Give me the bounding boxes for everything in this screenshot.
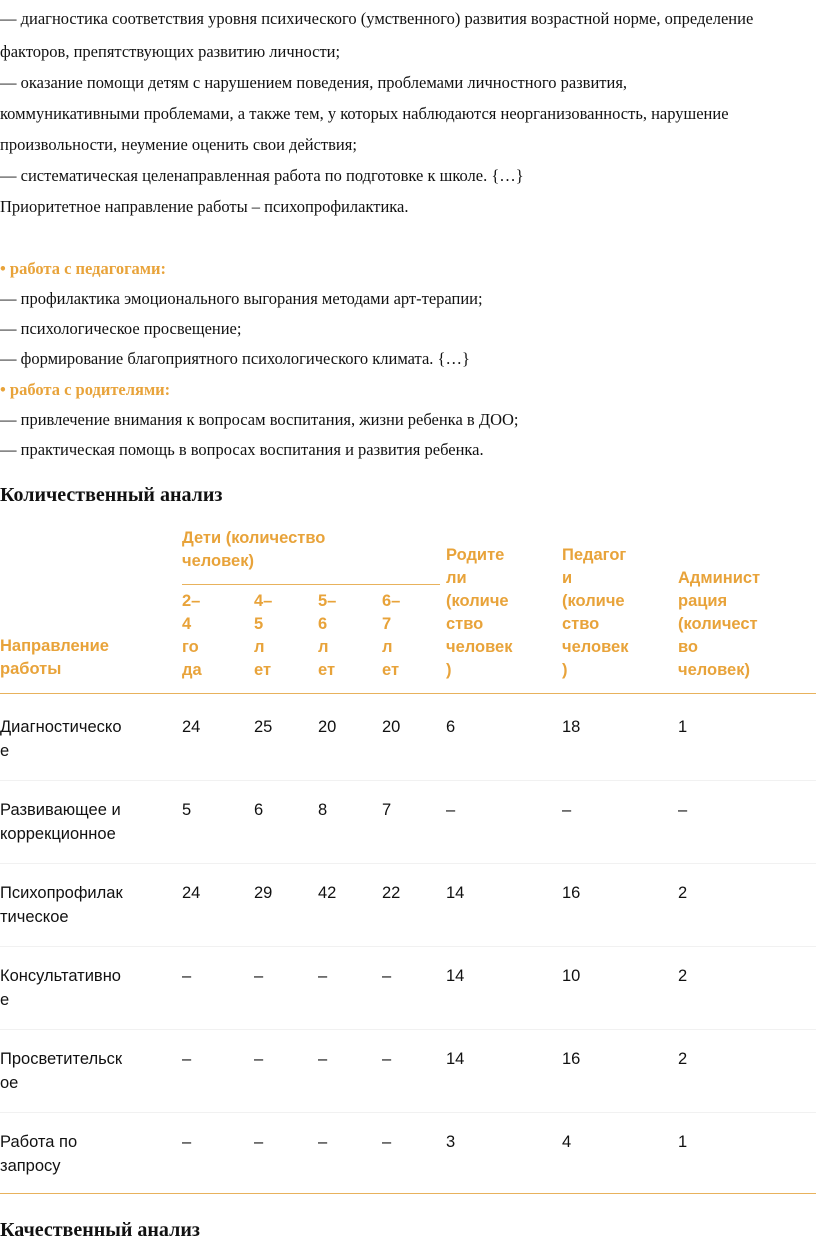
section-heading-quantitative: Количественный анализ	[0, 484, 223, 506]
header-children-line-1: Дети (количество	[182, 529, 326, 547]
header-age-line: ет	[382, 661, 400, 679]
table-cell: –	[382, 1050, 392, 1068]
table-cell: 14	[446, 1050, 465, 1068]
table-row-name-line: ое	[0, 1074, 19, 1092]
table-cell: 2	[678, 967, 688, 985]
table-cell: –	[254, 1050, 264, 1068]
table-row-name-line: тическое	[0, 908, 69, 926]
table-cell: 2	[678, 884, 688, 902]
header-children-line-2: человек)	[182, 552, 254, 570]
header-parents-line: человек	[446, 638, 513, 656]
header-teachers	[562, 544, 628, 682]
header-teachers-line: ство	[562, 615, 600, 633]
header-age-line: л	[382, 638, 393, 656]
header-age-line: 5–	[318, 592, 337, 610]
section-heading-qualitative: Качественный анализ	[0, 1219, 200, 1241]
table-row-divider	[0, 1112, 816, 1113]
paragraph-line-3: — оказание помощи детям с нарушением поведения, проблемами личностного развития,	[0, 73, 628, 92]
header-age-2-4	[182, 590, 202, 682]
table-cell: 20	[318, 718, 337, 736]
table-cell: 7	[382, 801, 392, 819]
header-direction-line-1: Направление	[0, 637, 109, 655]
table-cell: 5	[182, 801, 192, 819]
header-direction-line-2: работы	[0, 660, 62, 678]
table-cell: 10	[562, 967, 581, 985]
table-cell: –	[318, 967, 328, 985]
table-cell: 16	[562, 884, 581, 902]
header-age-line: 4	[182, 615, 192, 633]
table-row-divider	[0, 780, 816, 781]
table-cell: –	[254, 1133, 264, 1151]
header-age-line: л	[318, 638, 329, 656]
table-header-divider	[0, 693, 816, 694]
paragraph-line-2: факторов, препятствующих развитию личности;	[0, 42, 341, 61]
header-admin-line: во	[678, 638, 699, 656]
table-cell: 29	[254, 884, 273, 902]
header-age-line: 6	[318, 615, 328, 633]
table-cell: 4	[562, 1133, 572, 1151]
parents-heading: • работа с родителями:	[0, 380, 171, 399]
header-teachers-line: Педагог	[562, 546, 627, 564]
table-row-name-line: Диагностическо	[0, 718, 122, 736]
header-parents	[446, 544, 512, 682]
table-cell: 22	[382, 884, 401, 902]
table-cell: –	[382, 1133, 392, 1151]
teachers-item-1: — профилактика эмоционального выгорания методами арт-терапии;	[0, 289, 483, 308]
paragraph-line-5: произвольности, неумение оценить свои действия;	[0, 135, 357, 154]
header-parents-line: Родите	[446, 546, 505, 564]
table-cell: –	[182, 1133, 192, 1151]
header-age-line: 6–	[382, 592, 401, 610]
paragraph-line-1: — диагностика соответствия уровня психического (умственного) развития возрастной норме, определение	[0, 9, 754, 28]
header-teachers-line: человек	[562, 638, 629, 656]
table-cell: 6	[446, 718, 456, 736]
table-cell: 3	[446, 1133, 456, 1151]
table-row-divider	[0, 1029, 816, 1030]
table-row-name-line: е	[0, 991, 10, 1009]
header-age-line: 7	[382, 615, 392, 633]
header-age-line: 2–	[182, 592, 201, 610]
teachers-item-2: — психологическое просвещение;	[0, 319, 242, 338]
table-cell: –	[446, 801, 456, 819]
table-row-name-line: коррекционное	[0, 825, 116, 843]
header-admin	[678, 567, 760, 682]
table-cell: 24	[182, 884, 201, 902]
parents-item-2: — практическая помощь в вопросах воспитания и развития ребенка.	[0, 440, 484, 459]
header-admin-line: человек)	[678, 661, 750, 679]
table-cell: 24	[182, 718, 201, 736]
header-age-line: л	[254, 638, 265, 656]
header-teachers-line: )	[562, 661, 568, 679]
table-cell: –	[318, 1133, 328, 1151]
header-age-6-7	[382, 590, 400, 682]
header-admin-line: (количест	[678, 615, 758, 633]
header-age-line: ет	[254, 661, 272, 679]
table-row-name	[0, 1130, 77, 1178]
table-cell: –	[382, 967, 392, 985]
table-row-name-line: запросу	[0, 1157, 61, 1175]
header-age-4-5	[254, 590, 272, 682]
table-row-divider	[0, 946, 816, 947]
table-row-name	[0, 881, 123, 929]
table-row-divider	[0, 863, 816, 864]
table-cell: 16	[562, 1050, 581, 1068]
header-admin-line: Админист	[678, 569, 761, 587]
table-row-name	[0, 798, 121, 846]
header-parents-line: ство	[446, 615, 484, 633]
table-cell: –	[318, 1050, 328, 1068]
header-teachers-line: и	[562, 569, 573, 587]
table-row-name-line: Работа по	[0, 1133, 78, 1151]
table-cell: 14	[446, 884, 465, 902]
table-cell: 18	[562, 718, 581, 736]
paragraph-line-6: — систематическая целенаправленная работа по подготовке к школе. {…}	[0, 166, 524, 185]
header-parents-line: (количе	[446, 592, 509, 610]
parents-item-1: — привлечение внимания к вопросам воспитания, жизни ребенка в ДОО;	[0, 410, 519, 429]
table-row-name-line: Консультативно	[0, 967, 121, 985]
table-cell: 42	[318, 884, 337, 902]
table-cell: –	[562, 801, 572, 819]
table-cell: –	[254, 967, 264, 985]
header-group-underline	[182, 584, 440, 585]
table-cell: 8	[318, 801, 328, 819]
teachers-heading: • работа с педагогами:	[0, 259, 167, 278]
header-parents-line: )	[446, 661, 452, 679]
header-age-line: 5	[254, 615, 264, 633]
header-age-line: ет	[318, 661, 336, 679]
table-row-name-line: Развивающее и	[0, 801, 121, 819]
table-row-name	[0, 964, 121, 1012]
table-cell: 2	[678, 1050, 688, 1068]
table-cell: 6	[254, 801, 264, 819]
teachers-item-3: — формирование благоприятного психологического климата. {…}	[0, 349, 470, 368]
table-row-name	[0, 1047, 122, 1095]
table-cell: 20	[382, 718, 401, 736]
table-cell: –	[182, 967, 192, 985]
paragraph-line-4: коммуникативными проблемами, а также тем, у которых наблюдаются неорганизованность, нарушение	[0, 104, 729, 123]
header-age-5-6	[318, 590, 336, 682]
table-row-name	[0, 715, 122, 763]
table-row-name-line: Психопрофилак	[0, 884, 123, 902]
table-row-name-line: е	[0, 742, 10, 760]
header-age-line: 4–	[254, 592, 273, 610]
header-direction	[0, 635, 109, 681]
paragraph-line-7: Приоритетное направление работы – психопрофилактика.	[0, 197, 409, 216]
table-cell: –	[678, 801, 688, 819]
table-bottom-divider	[0, 1193, 816, 1194]
table-cell: 1	[678, 718, 688, 736]
header-age-line: да	[182, 661, 202, 679]
table-cell: 25	[254, 718, 273, 736]
header-teachers-line: (количе	[562, 592, 625, 610]
header-admin-line: рация	[678, 592, 728, 610]
header-age-line: го	[182, 638, 199, 656]
table-cell: 1	[678, 1133, 688, 1151]
table-cell: 14	[446, 967, 465, 985]
table-cell: –	[182, 1050, 192, 1068]
table-row-name-line: Просветительск	[0, 1050, 123, 1068]
header-children-group	[182, 527, 325, 573]
header-parents-line: ли	[446, 569, 467, 587]
